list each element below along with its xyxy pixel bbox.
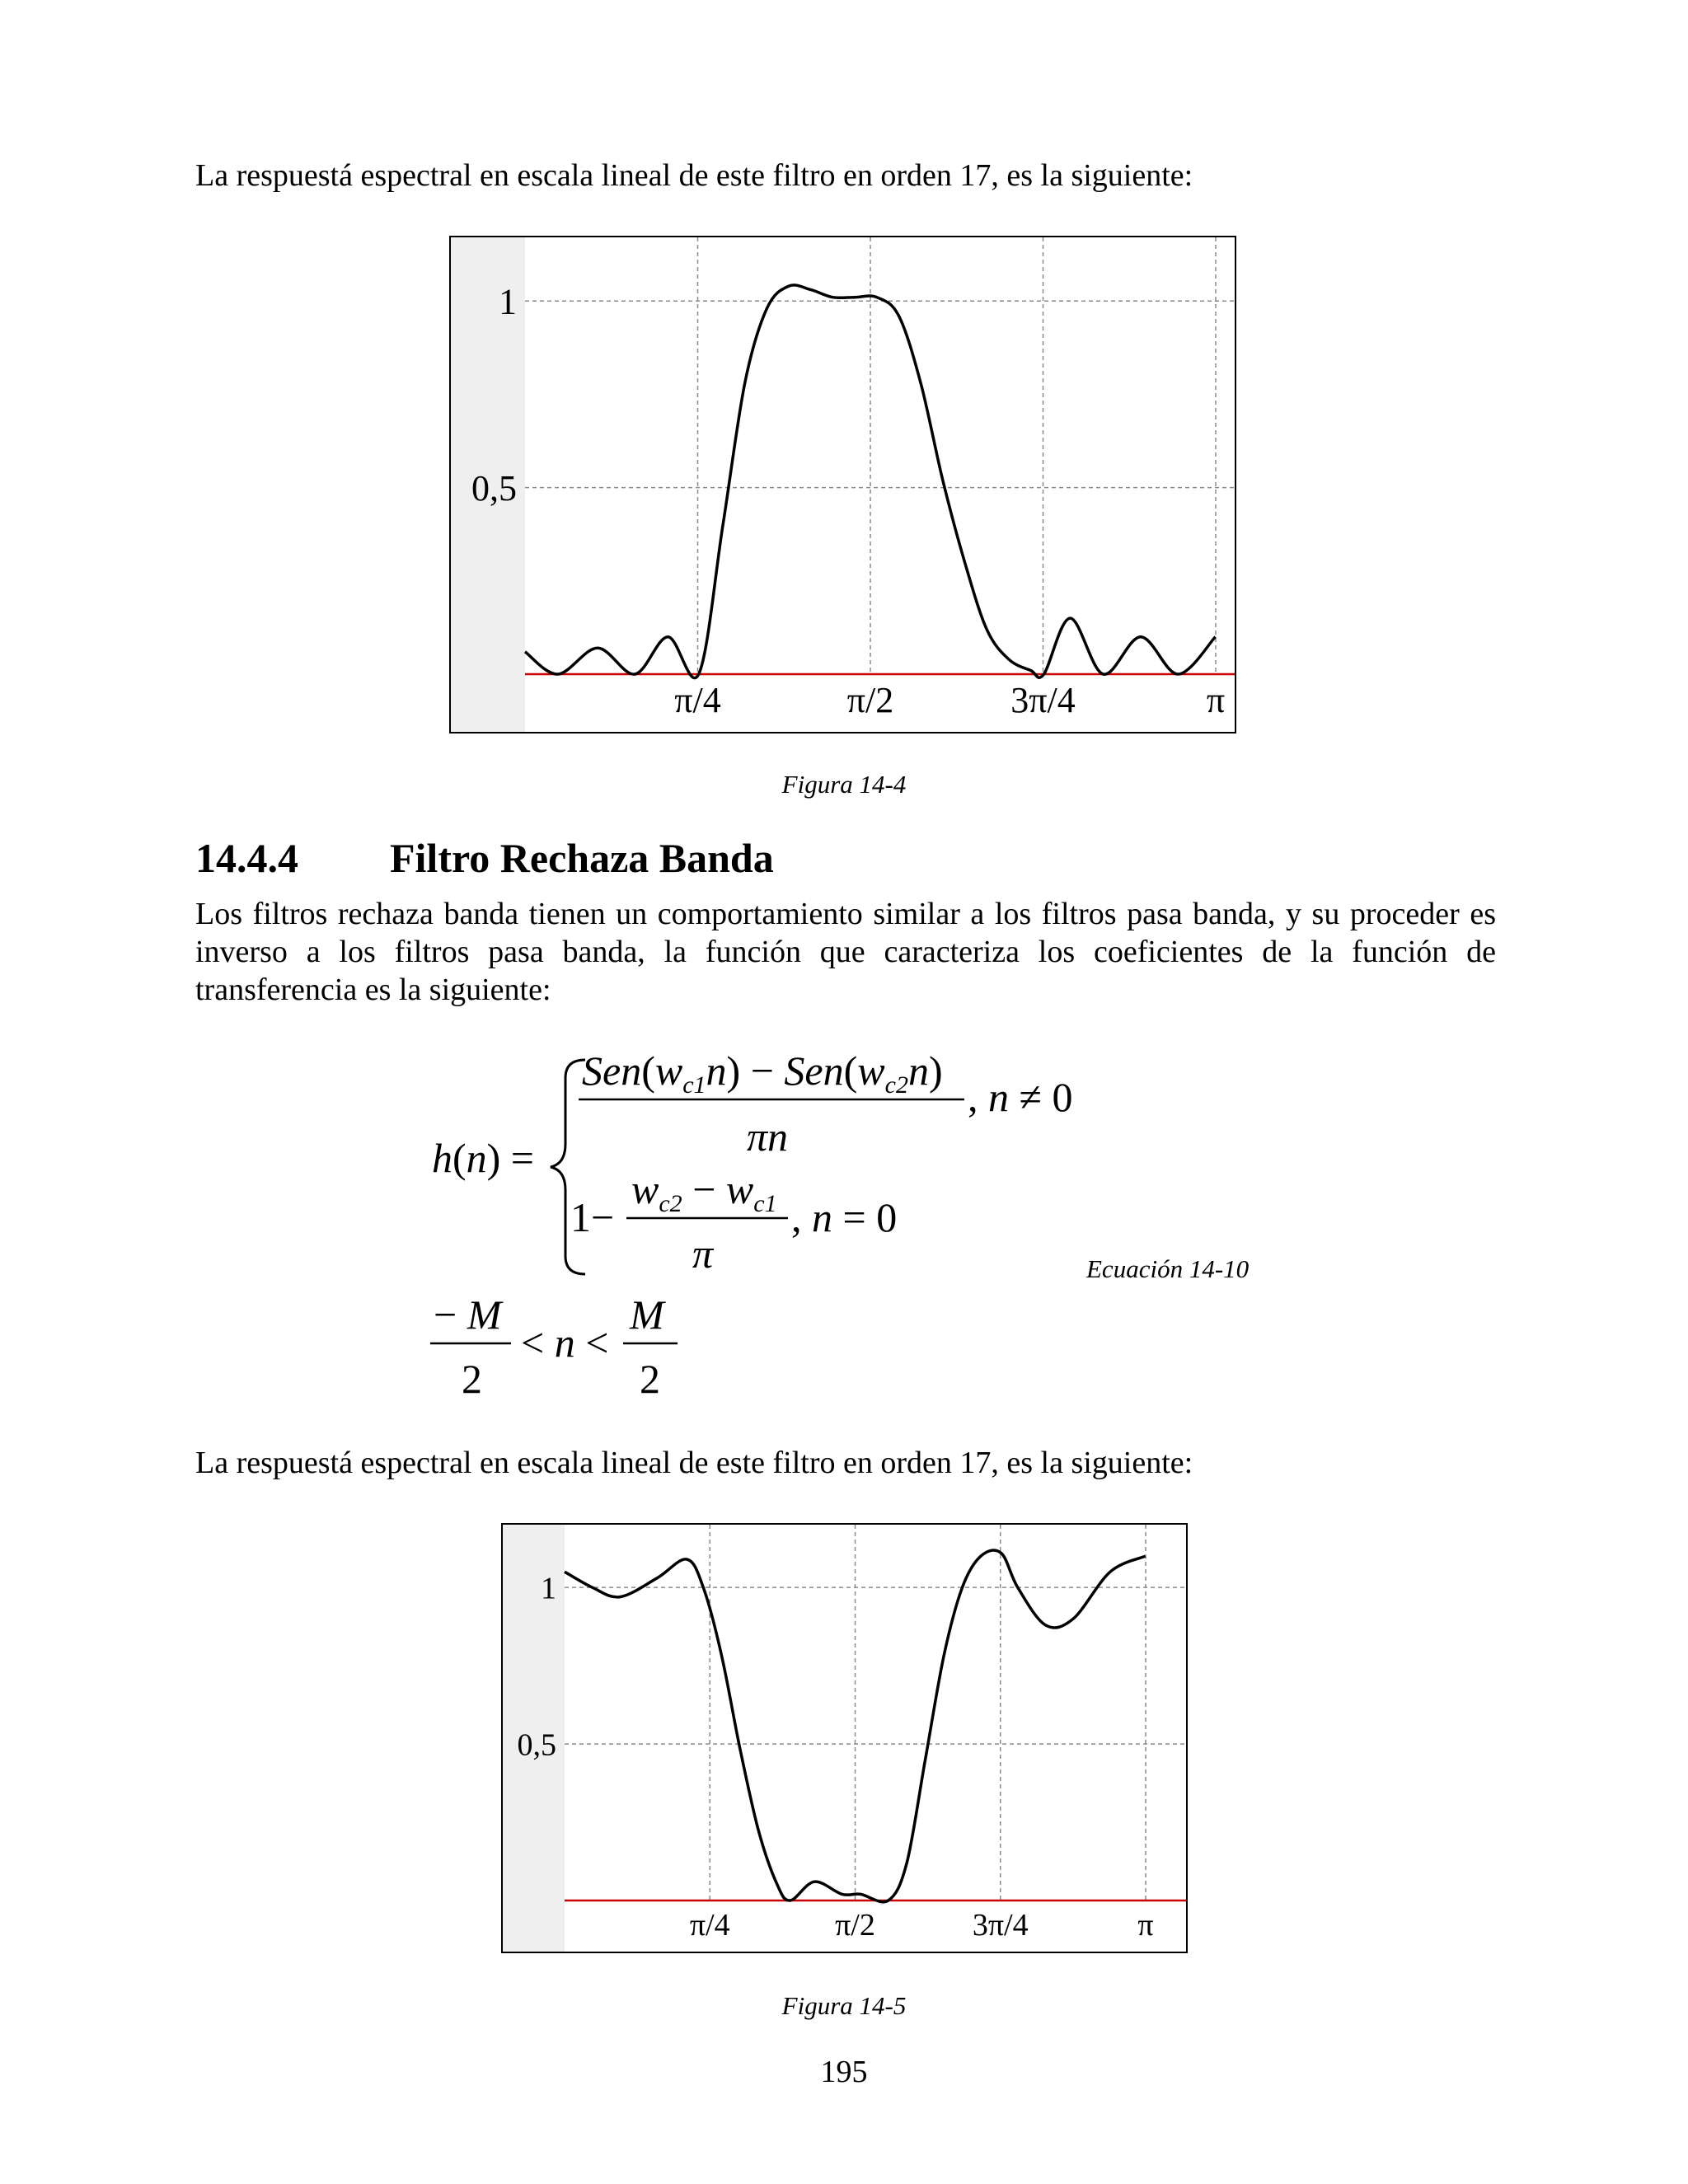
case2-numerator: $w_{c2} - w_{c1}$	[631, 1166, 777, 1217]
range-upper-numerator: M	[630, 1291, 664, 1338]
y-tick-label: 0,5	[471, 468, 517, 509]
figure-14-4-caption: Figura 14-4	[781, 770, 907, 799]
x-tick-label: 3π/4	[972, 1908, 1029, 1943]
x-tick-label: π/2	[846, 680, 894, 720]
case1-condition: , n ≠ 0	[968, 1074, 1073, 1120]
x-tick-label: π/4	[674, 680, 721, 720]
intro-paragraph-1: La respuestá espectral en escala lineal de este filtro en orden 17, es la siguiente:	[195, 158, 1193, 193]
case2-denominator: π	[692, 1230, 714, 1277]
case1-denominator: πn	[747, 1113, 789, 1160]
range-upper-denominator: 2	[640, 1356, 660, 1402]
page-number: 195	[820, 2055, 868, 2089]
x-tick-label: 3π/4	[1010, 680, 1076, 720]
section-title: Filtro Rechaza Banda	[390, 835, 774, 881]
section-number: 14.4.4	[195, 835, 298, 881]
x-tick-label: π/4	[689, 1908, 730, 1943]
range-middle: < n <	[521, 1319, 609, 1366]
case2-condition: , n = 0	[791, 1194, 898, 1240]
x-tick-label: π	[1206, 680, 1226, 720]
figure-14-4-chart	[449, 236, 1236, 733]
equation-lhs: h(n) =	[432, 1135, 535, 1181]
range-lower-numerator: − M	[434, 1291, 502, 1338]
chart-frame	[502, 1524, 1187, 1952]
equation-brace	[551, 1060, 585, 1274]
case2-prefix: 1−	[570, 1194, 615, 1240]
x-tick-label: π/2	[835, 1908, 875, 1943]
range-lower-denominator: 2	[462, 1356, 482, 1402]
y-tick-label: 0,5	[517, 1727, 556, 1763]
y-tick-label: 1	[541, 1571, 556, 1606]
chart-frame	[450, 237, 1236, 733]
equation-14-10	[420, 1040, 1080, 1411]
x-tick-label: π	[1137, 1908, 1154, 1943]
equation-label: Ecuación 14-10	[1086, 1254, 1250, 1283]
figure-14-5-caption: Figura 14-5	[781, 1991, 907, 2020]
body-paragraph: Los filtros rechaza banda tienen un comportamiento similar a los filtros pasa banda, y su proceder es inverso a los filtros pasa banda, la función que caracteriza los coeficientes de la función de transferencia es la siguiente:	[195, 897, 1496, 1007]
case1-numerator: $Sen(w_{c1}n) - Sen(w_{c2}n)$	[582, 1047, 943, 1099]
figure-14-5-chart	[501, 1523, 1188, 1953]
intro-paragraph-2: La respuestá espectral en escala lineal de este filtro en orden 17, es la siguiente:	[195, 1446, 1193, 1480]
y-tick-label: 1	[499, 281, 517, 322]
section-heading	[195, 834, 774, 882]
